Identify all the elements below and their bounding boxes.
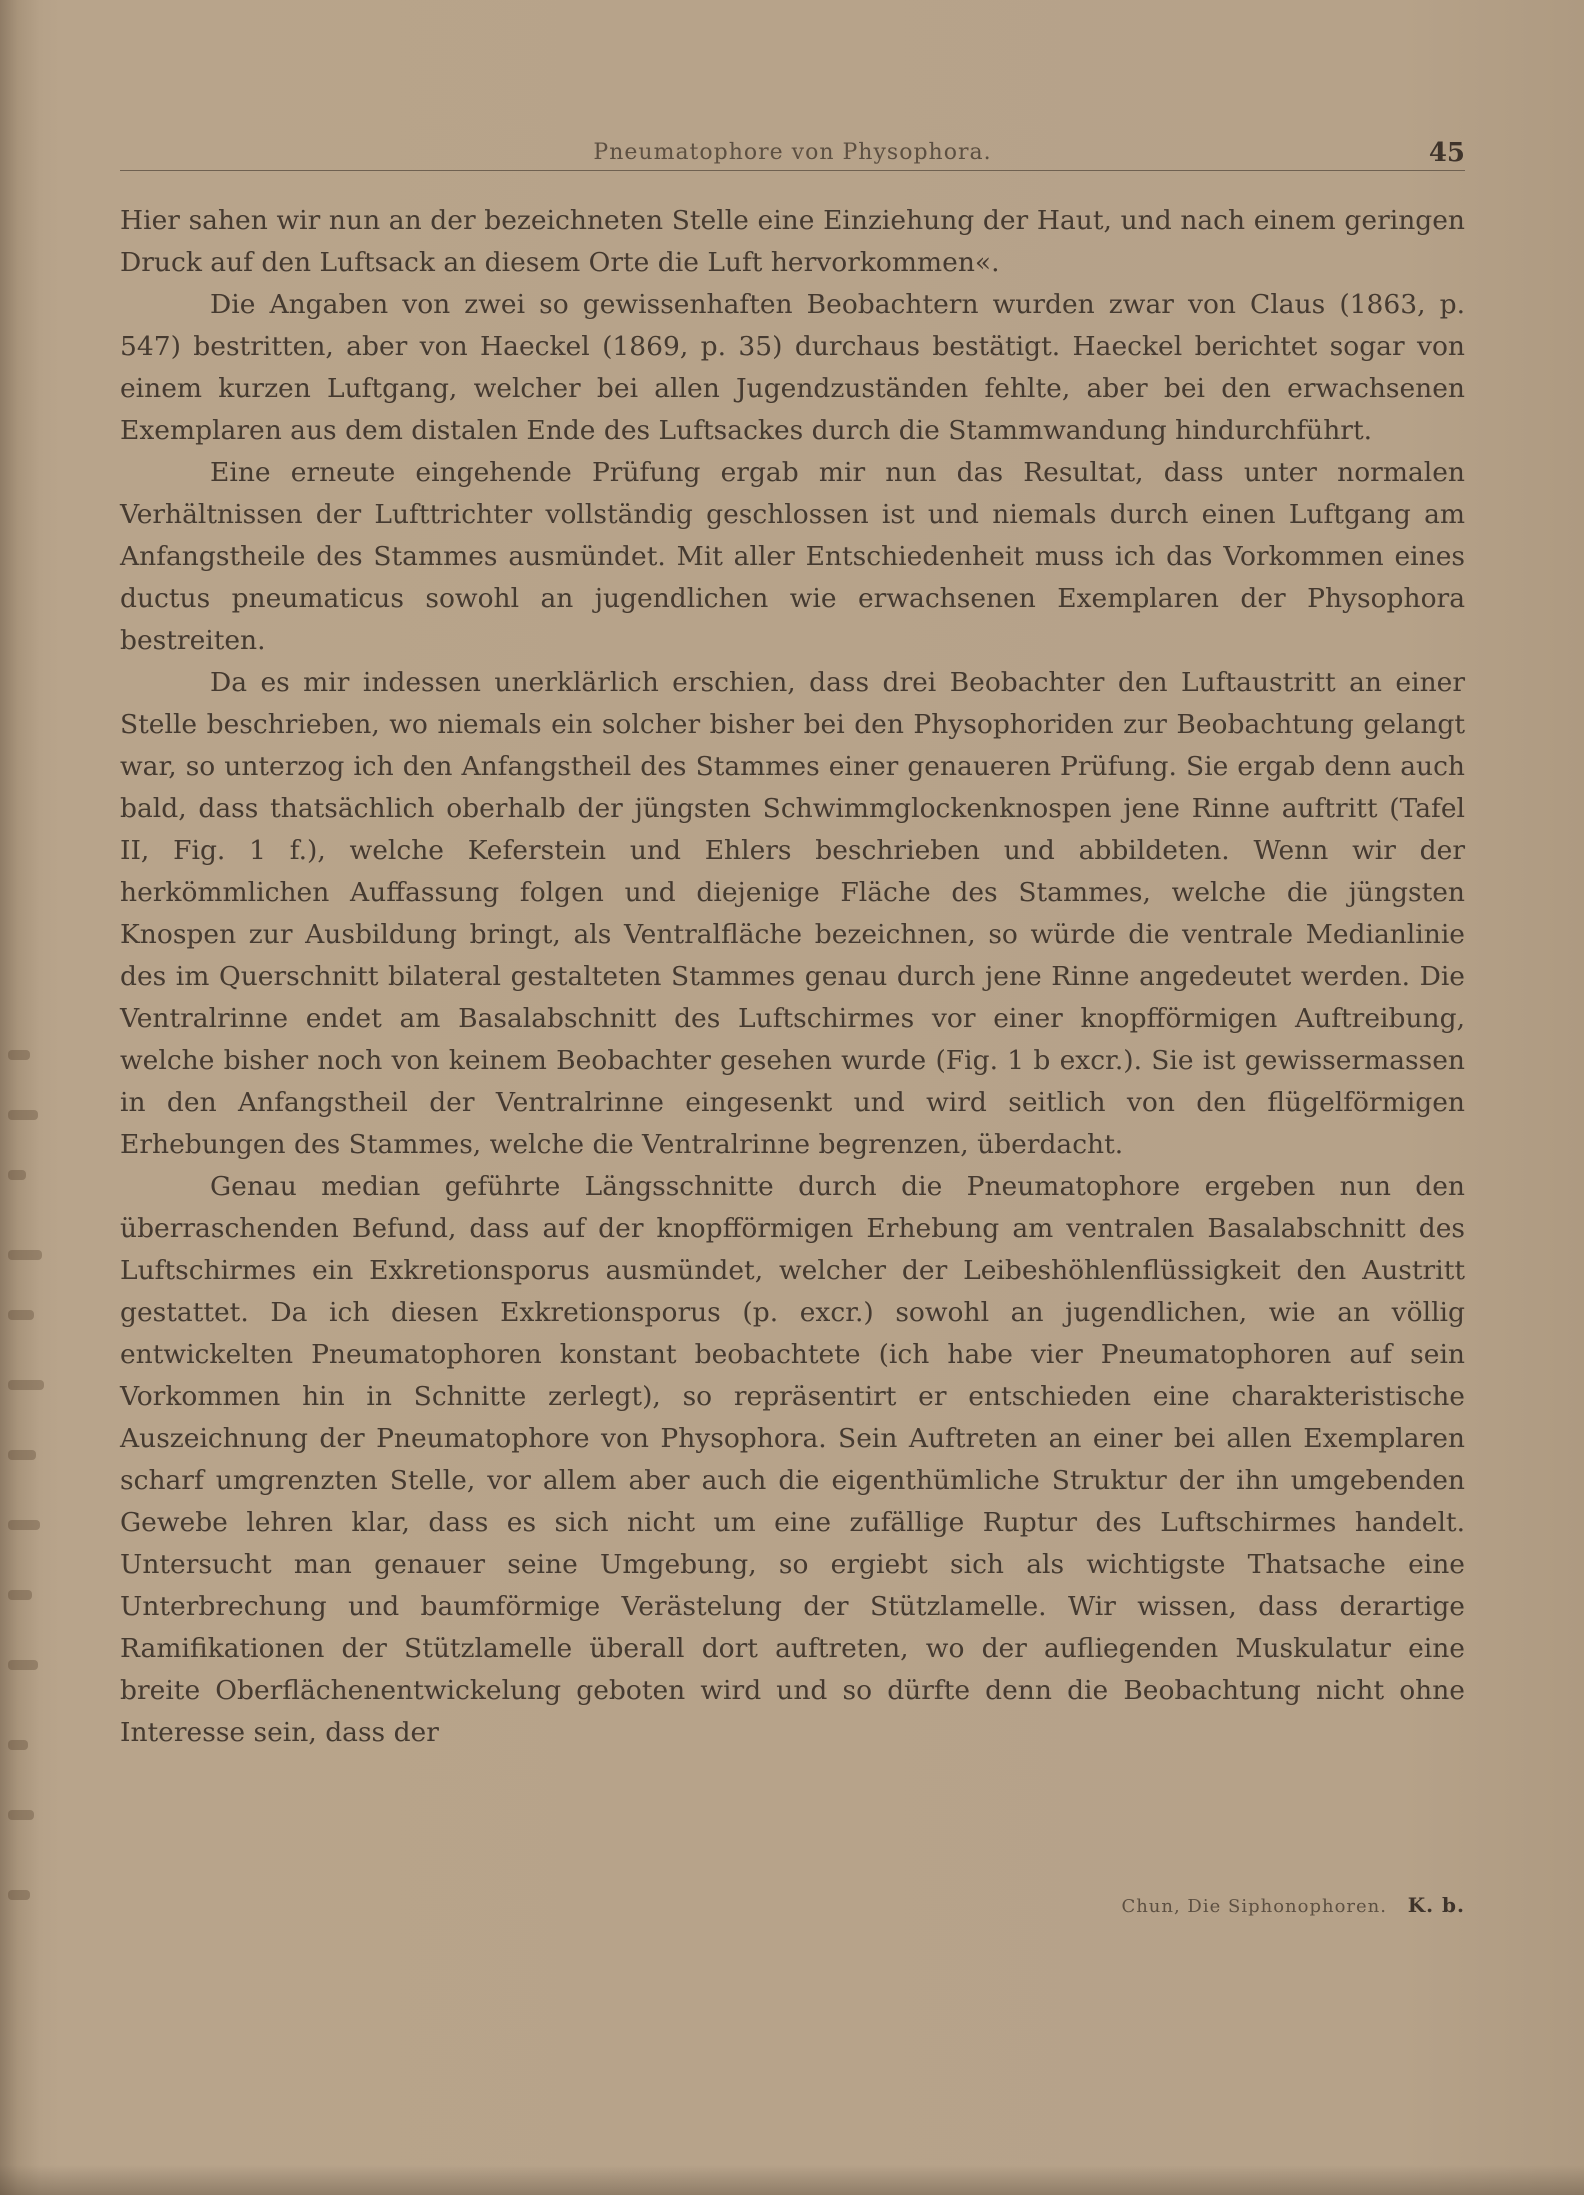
paragraph-3: Eine erneute eingehende Prüfung ergab mir nun das Resultat, dass unter normalen Verhältnissen der Lufttrichter vollständig geschlossen ist und niemals durch einen Luftgang am Anfangstheile des Stammes ausmündet. Mit aller Entschiedenheit muss ich das Vorkommen eines ductus pneumaticus sowohl an jugendlichen wie erwachsenen Exemplaren der Physophora bestreiten. — [120, 457, 1465, 656]
running-title: Pneumatophore von Physophora. — [593, 140, 992, 165]
page-edge-shadow — [0, 2165, 1584, 2195]
paragraph-4: Da es mir indessen unerklärlich erschien, dass drei Beobachter den Luftaustritt an einer Stelle beschrieben, wo niemals ein solcher bisher bei den Physophoriden zur Beobachtung gelangt war, so unterzog ich den Anfangstheil des Stammes einer genaueren Prüfung. Sie ergab denn auch bald, dass thatsächlich oberhalb der jüngsten Schwimmglockenknospen jene Rinne auftritt (Tafel II, Fig. 1 f.), welche Keferstein und Ehlers beschrieben und abbildeten. Wenn wir der herkömmlichen Auffassung folgen und diejenige Fläche des Stammes, welche die jüngsten Knospen zur Ausbildung bringt, als Ventralfläche bezeichnen, so würde die ventrale Medianlinie des im Querschnitt bilateral gestalteten Stammes genau durch jene Rinne angedeutet werden. Die Ventralrinne endet am Basalabschnitt des Luftschirmes vor einer knopfförmigen Auftreibung, welche bisher noch von keinem Beobachter gesehen wurde (Fig. 1 b excr.). Sie ist gewissermassen in den Anfangstheil der Ventralrinne eingesenkt und wird seitlich von den flügelförmigen Erhebungen des Stammes, welche die Ventralrinne begrenzen, überdacht. — [120, 667, 1465, 1160]
page-header — [120, 140, 1465, 171]
signature-mark: K. b. — [1407, 1893, 1465, 1917]
paragraph-1: Hier sahen wir nun an der bezeichneten Stelle eine Einziehung der Haut, und nach einem geringen Druck auf den Luftsack an diesem Orte die Luft hervorkommen«. — [120, 205, 1465, 278]
body-text — [120, 200, 1465, 1754]
page-footer — [120, 1893, 1465, 1917]
binding-gutter — [0, 1050, 60, 2050]
page-number: 45 — [1428, 138, 1465, 168]
footer-source: Chun, Die Siphonophoren. — [1121, 1896, 1387, 1917]
paragraph-5: Genau median geführte Längsschnitte durch die Pneumatophore ergeben nun den überraschenden Befund, dass auf der knopfförmigen Erhebung am ventralen Basalabschnitt des Luftschirmes ein Exkretionsporus ausmündet, welcher der Leibeshöhlenflüssigkeit den Austritt gestattet. Da ich diesen Exkretionsporus (p. excr.) sowohl an jugendlichen, wie an völlig entwickelten Pneumatophoren konstant beobachtete (ich habe vier Pneumatophoren auf sein Vorkommen hin in Schnitte zerlegt), so repräsentirt er entschieden eine charakteristische Auszeichnung der Pneumatophore von Physophora. Sein Auftreten an einer bei allen Exemplaren scharf umgrenzten Stelle, vor allem aber auch die eigenthümliche Struktur der ihn umgebenden Gewebe lehren klar, dass es sich nicht um eine zufällige Ruptur des Luftschirmes handelt. Untersucht man genauer seine Umgebung, so ergiebt sich als wichtigste Thatsache eine Unterbrechung und baumförmige Verästelung der Stützlamelle. Wir wissen, dass derartige Ramifikationen der Stützlamelle überall dort auftreten, wo der aufliegenden Muskulatur eine breite Oberflächenentwickelung geboten wird und so dürfte denn die Beobachtung nicht ohne Interesse sein, dass der — [120, 1171, 1465, 1748]
paragraph-2: Die Angaben von zwei so gewissenhaften Beobachtern wurden zwar von Claus (1863, p. 547) bestritten, aber von Haeckel (1869, p. 35) durchaus bestätigt. Haeckel berichtet sogar von einem kurzen Luftgang, welcher bei allen Jugendzuständen fehlte, aber bei den erwachsenen Exemplaren aus dem distalen Ende des Luftsackes durch die Stammwandung hindurchführt. — [120, 289, 1465, 446]
